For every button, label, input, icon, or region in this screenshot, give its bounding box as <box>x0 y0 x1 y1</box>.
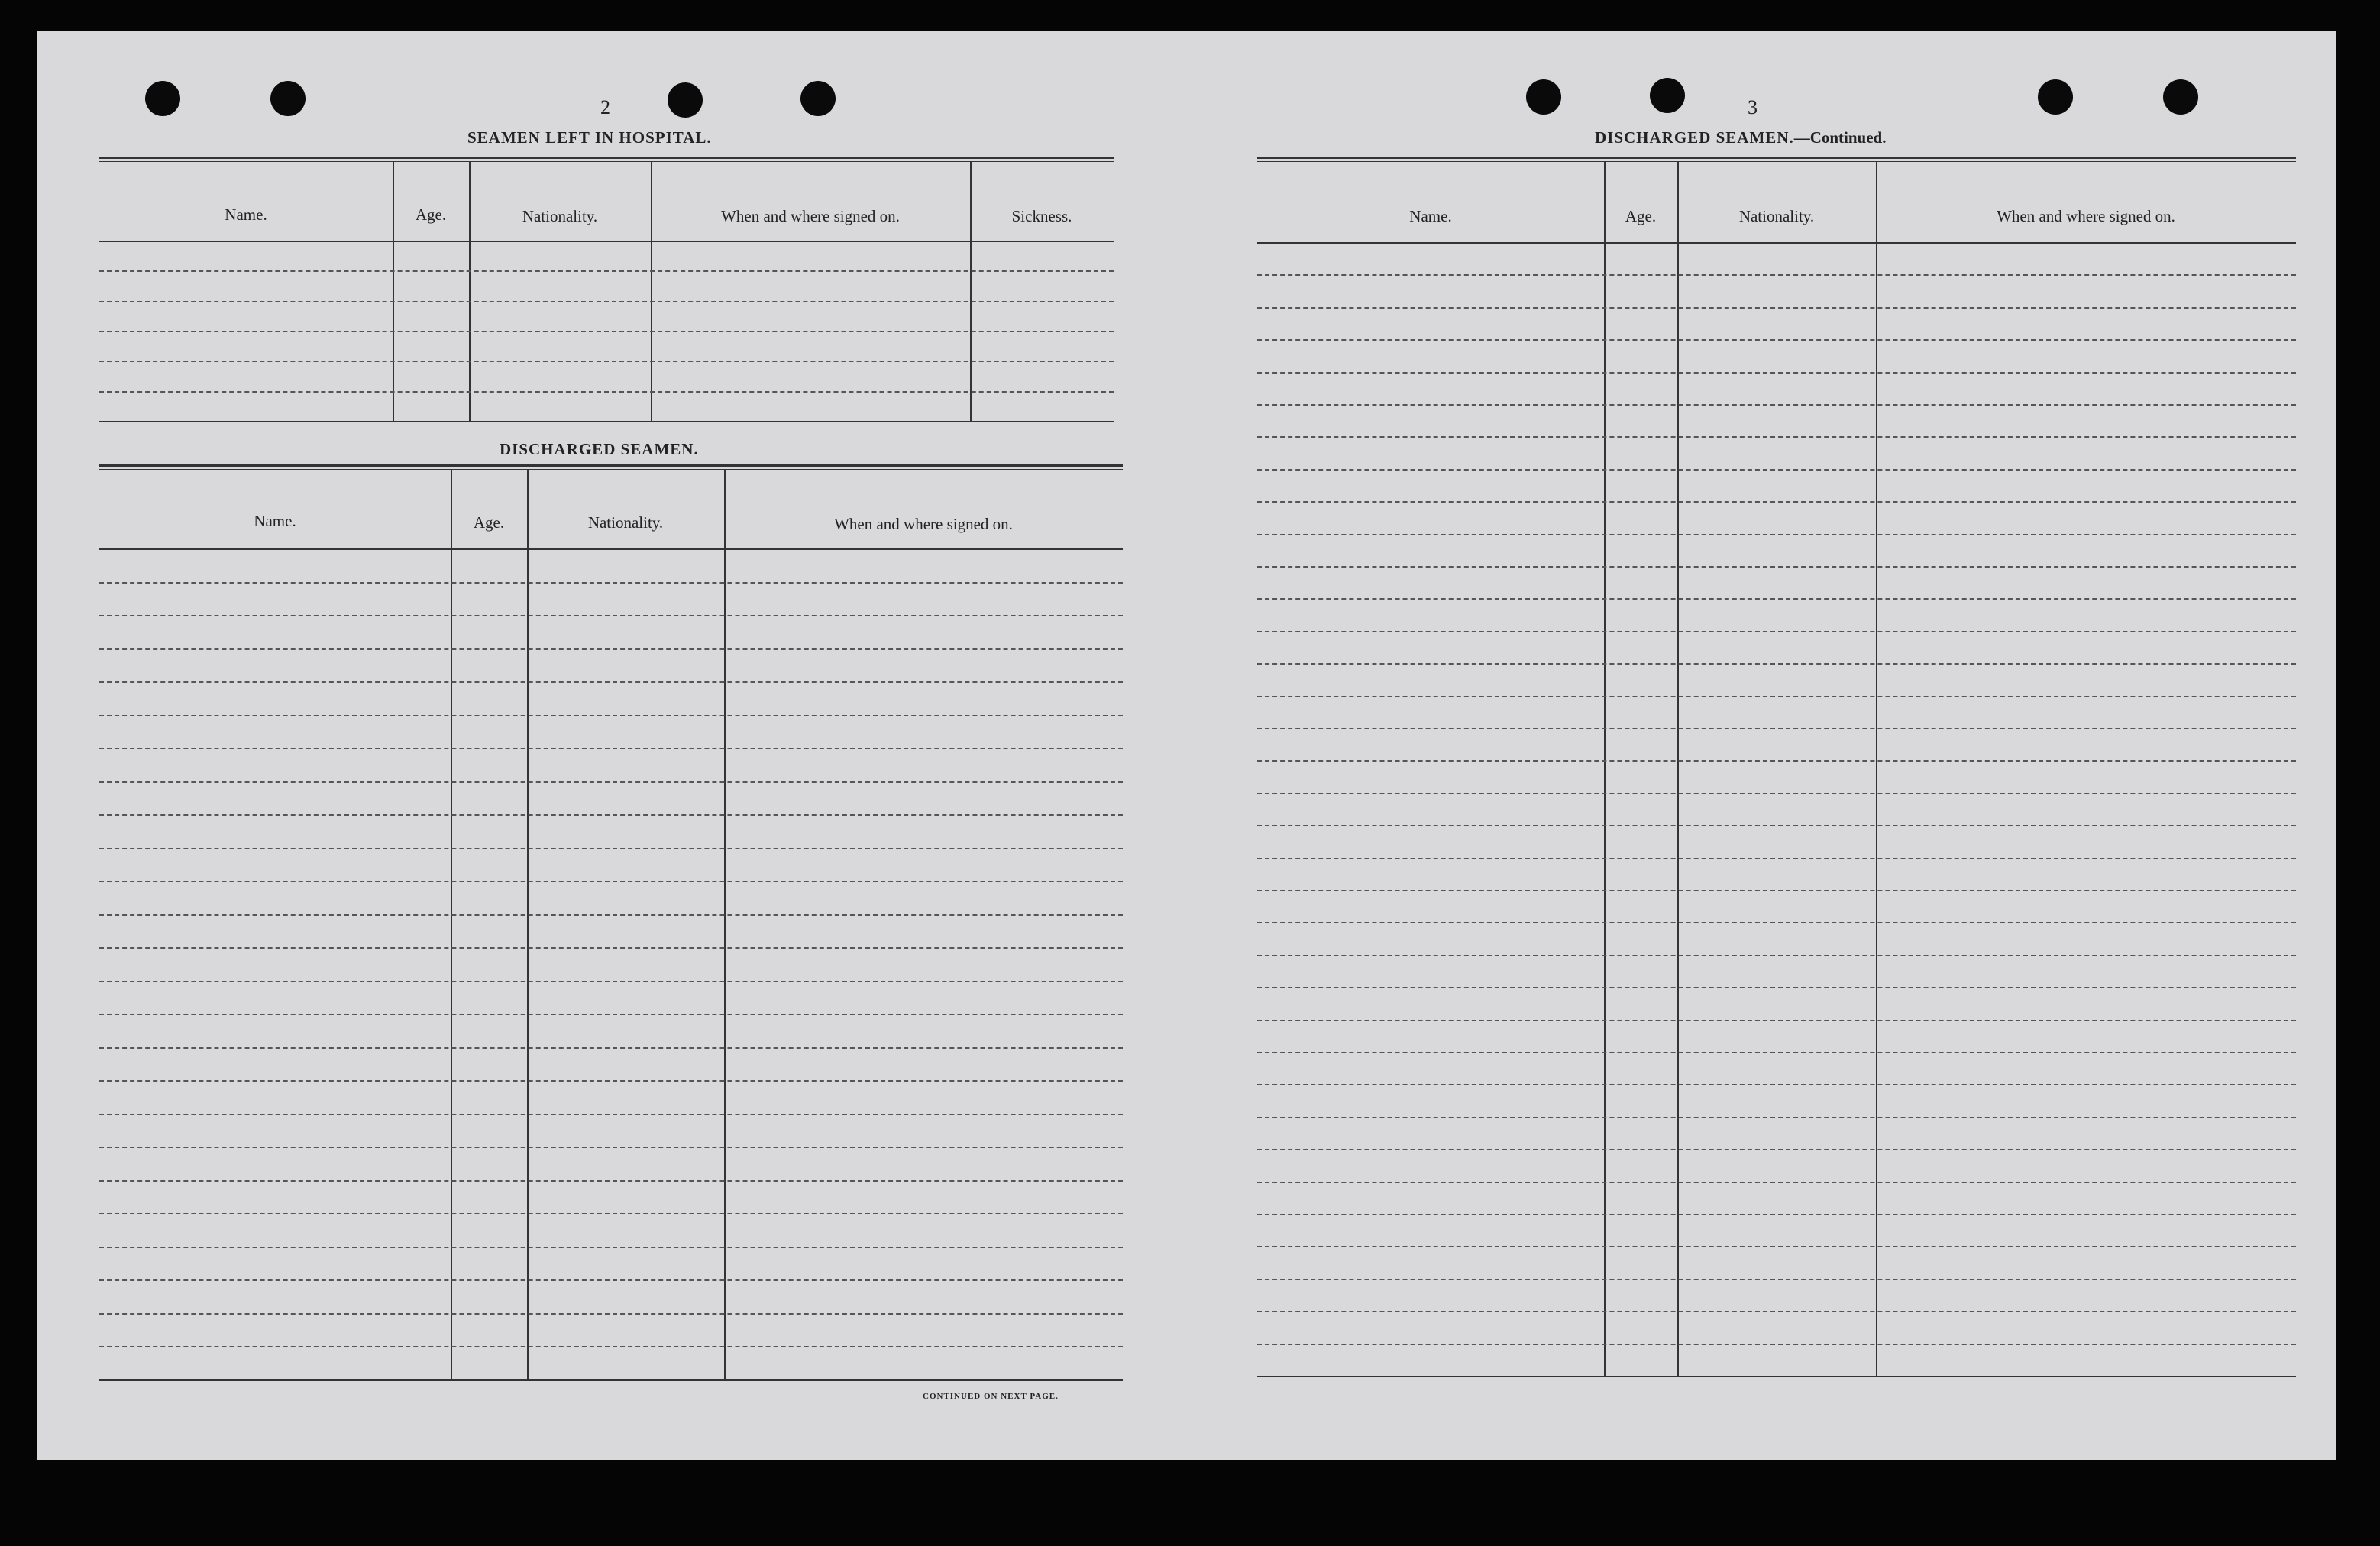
entry-row-line <box>99 848 1123 849</box>
entry-row-line <box>99 1080 1123 1082</box>
entry-row-line <box>99 981 1123 982</box>
entry-row-line <box>1257 1084 2296 1085</box>
column-divider <box>1876 161 1877 1376</box>
entry-row-line <box>1257 1182 2296 1183</box>
entry-row-line <box>99 1346 1123 1347</box>
entry-row-line <box>1257 501 2296 503</box>
entry-row-line <box>1257 1246 2296 1247</box>
entry-row-line <box>99 270 1114 272</box>
column-divider <box>651 161 652 421</box>
col-header-when-where: When and where signed on. <box>834 515 1013 533</box>
entry-row-line <box>1257 1020 2296 1021</box>
form-sheet <box>37 31 2336 1460</box>
entry-row-line <box>1257 663 2296 665</box>
entry-row-line <box>1257 793 2296 794</box>
header-rule <box>99 548 1123 550</box>
entry-row-line <box>99 1014 1123 1015</box>
punch-hole <box>270 81 306 116</box>
entry-row-line <box>1257 598 2296 600</box>
entry-row-line <box>1257 1149 2296 1150</box>
column-divider <box>970 161 972 421</box>
punch-hole <box>1650 78 1685 113</box>
table-top-rule <box>99 157 1114 162</box>
hospital-table <box>99 157 1114 447</box>
entry-row-line <box>1257 890 2296 891</box>
entry-row-line <box>99 947 1123 949</box>
entry-row-line <box>1257 696 2296 697</box>
entry-row-line <box>99 582 1123 584</box>
entry-row-line <box>1257 534 2296 535</box>
entry-row-line <box>1257 922 2296 923</box>
col-header-nationality: Nationality. <box>1738 207 1815 225</box>
entry-row-line <box>1257 760 2296 762</box>
column-divider <box>451 469 452 1379</box>
entry-row-line <box>1257 955 2296 956</box>
entry-row-line <box>1257 1279 2296 1280</box>
entry-row-line <box>99 914 1123 916</box>
entry-row-line <box>99 715 1123 716</box>
punch-hole <box>2038 79 2073 115</box>
table-bottom-rule <box>99 1379 1123 1381</box>
entry-row-line <box>99 648 1123 650</box>
entry-row-line <box>99 615 1123 616</box>
entry-row-line <box>1257 1052 2296 1053</box>
table-top-rule <box>1257 157 2296 162</box>
entry-row-line <box>99 881 1123 882</box>
col-header-name: Name. <box>254 512 296 530</box>
punch-hole <box>145 81 180 116</box>
entry-row-line <box>1257 404 2296 406</box>
table-bottom-rule <box>1257 1376 2296 1377</box>
entry-row-line <box>1257 307 2296 309</box>
entry-row-line <box>1257 469 2296 471</box>
col-header-nationality: Nationality. <box>587 513 664 532</box>
entry-row-line <box>1257 987 2296 988</box>
col-header-age: Age. <box>1625 207 1657 225</box>
entry-row-line <box>1257 1311 2296 1312</box>
col-header-nationality: Nationality. <box>522 207 598 225</box>
entry-row-line <box>99 748 1123 749</box>
entry-row-line <box>99 301 1114 302</box>
entry-row-line <box>1257 372 2296 374</box>
table-bottom-rule <box>99 421 1114 422</box>
discharged-continued-title <box>1595 128 1886 147</box>
column-divider <box>469 161 471 421</box>
entry-row-line <box>99 361 1114 362</box>
entry-row-line <box>1257 436 2296 438</box>
entry-row-line <box>1257 631 2296 632</box>
entry-row-line <box>1257 1117 2296 1118</box>
entry-row-line <box>99 1147 1123 1148</box>
header-rule <box>99 241 1114 242</box>
punch-hole <box>800 81 836 116</box>
entry-row-line <box>1257 274 2296 276</box>
continued-note: CONTINUED ON NEXT PAGE. <box>923 1392 1059 1401</box>
col-header-when-where: When and where signed on. <box>721 207 900 225</box>
page-number-left: 2 <box>600 96 610 118</box>
entry-row-line <box>1257 566 2296 568</box>
entry-row-line <box>1257 825 2296 826</box>
entry-row-line <box>1257 1214 2296 1215</box>
punch-hole <box>1526 79 1561 115</box>
col-header-sickness: Sickness. <box>1011 207 1072 225</box>
entry-row-line <box>99 1313 1123 1315</box>
col-header-name: Name. <box>225 205 267 224</box>
column-divider <box>393 161 394 421</box>
entry-row-line <box>99 681 1123 683</box>
column-divider <box>724 469 726 1379</box>
discharged-continued-table <box>1257 157 2296 1379</box>
col-header-age: Age. <box>415 205 447 224</box>
entry-row-line <box>99 814 1123 816</box>
title-suffix: —Continued. <box>1793 128 1887 147</box>
title-text: DISCHARGED SEAMEN. <box>1595 128 1794 147</box>
entry-row-line <box>1257 1344 2296 1345</box>
column-divider <box>1677 161 1679 1376</box>
col-header-age: Age. <box>473 513 505 532</box>
table-top-rule <box>99 464 1123 470</box>
entry-row-line <box>99 1247 1123 1248</box>
page-number-right: 3 <box>1748 96 1758 118</box>
entry-row-line <box>99 1180 1123 1182</box>
entry-row-line <box>99 1213 1123 1214</box>
punch-hole <box>668 82 703 118</box>
entry-row-line <box>99 331 1114 332</box>
entry-row-line <box>99 391 1114 393</box>
entry-row-line <box>1257 858 2296 859</box>
discharged-table <box>99 464 1123 1381</box>
hospital-section-title: SEAMEN LEFT IN HOSPITAL. <box>467 128 712 147</box>
entry-row-line <box>99 1279 1123 1281</box>
entry-row-line <box>1257 339 2296 341</box>
header-rule <box>1257 242 2296 244</box>
entry-row-line <box>1257 728 2296 729</box>
col-header-name: Name. <box>1409 207 1452 225</box>
col-header-when-where: When and where signed on. <box>1997 207 2175 225</box>
entry-row-line <box>99 781 1123 783</box>
discharged-section-title: DISCHARGED SEAMEN. <box>500 440 699 458</box>
punch-hole <box>2163 79 2198 115</box>
entry-row-line <box>99 1047 1123 1049</box>
column-divider <box>1604 161 1606 1376</box>
entry-row-line <box>99 1114 1123 1115</box>
column-divider <box>527 469 529 1379</box>
